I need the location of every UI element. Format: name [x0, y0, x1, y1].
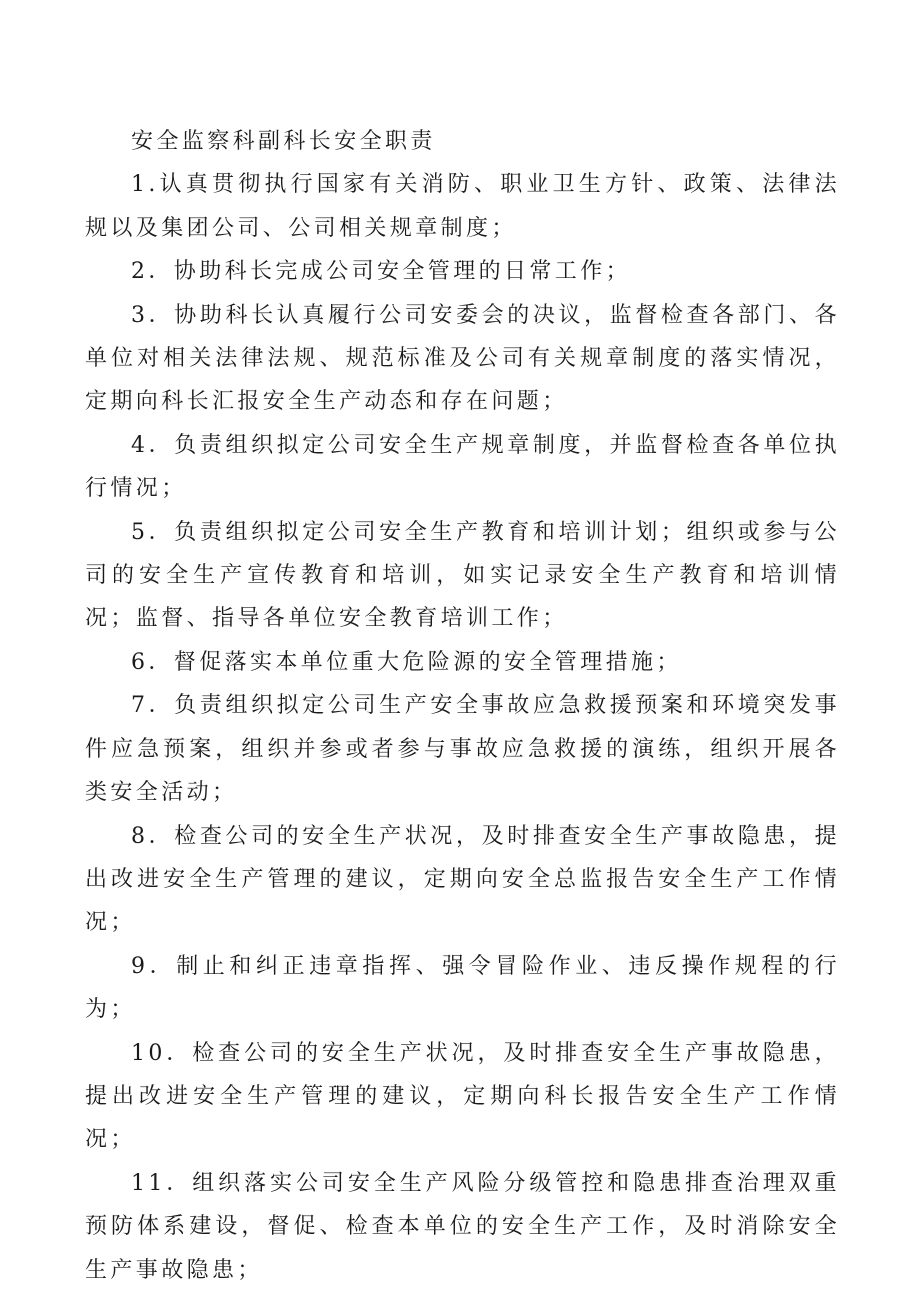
duty-item-11: 11．组织落实公司安全生产风险分级管控和隐患排查治理双重预防体系建设，督促、检查本单位的安全生产工作，及时消除安全生产事故隐患； [85, 1170, 840, 1283]
duty-item-1: 1.认真贯彻执行国家有关消防、职业卫生方针、政策、法律法规以及集团公司、公司相关规章制度； [85, 172, 840, 241]
document-title: 安全监察科副科长安全职责 [131, 129, 436, 154]
duty-item-8: 8．检查公司的安全生产状况，及时排查安全生产事故隐患，提出改进安全生产管理的建议，定期向安全总监报告安全生产工作情况； [85, 823, 840, 936]
document-body [85, 120, 840, 1292]
duty-item-10: 10．检查公司的安全生产状况，及时排查安全生产事故隐患，提出改进安全生产管理的建议，定期向科长报告安全生产工作情况； [85, 1040, 840, 1153]
duty-item-6: 6．督促落实本单位重大危险源的安全管理措施； [131, 649, 682, 675]
duty-item-9: 9．制止和纠正违章指挥、强令冒险作业、违反操作规程的行为； [85, 953, 840, 1023]
duty-item-2: 2．协助科长完成公司安全管理的日常工作； [131, 259, 631, 285]
duty-item-4: 4．负责组织拟定公司安全生产规章制度，并监督检查各单位执行情况； [85, 432, 840, 502]
duty-item-5: 5．负责组织拟定公司安全生产教育和培训计划；组织或参与公司的安全生产宣传教育和培训，如实记录安全生产教育和培训情况；监督、指导各单位安全教育培训工作； [85, 519, 840, 632]
duty-item-3: 3．协助科长认真履行公司安委会的决议，监督检查各部门、各单位对相关法律法规、规范标准及公司有关规章制度的落实情况，定期向科长汇报安全生产动态和存在问题； [85, 302, 840, 415]
duty-item-7: 7．负责组织拟定公司生产安全事故应急救援预案和环境突发事件应急预案，组织并参或者参与事故应急救援的演练，组织开展各类安全活动； [85, 693, 840, 806]
